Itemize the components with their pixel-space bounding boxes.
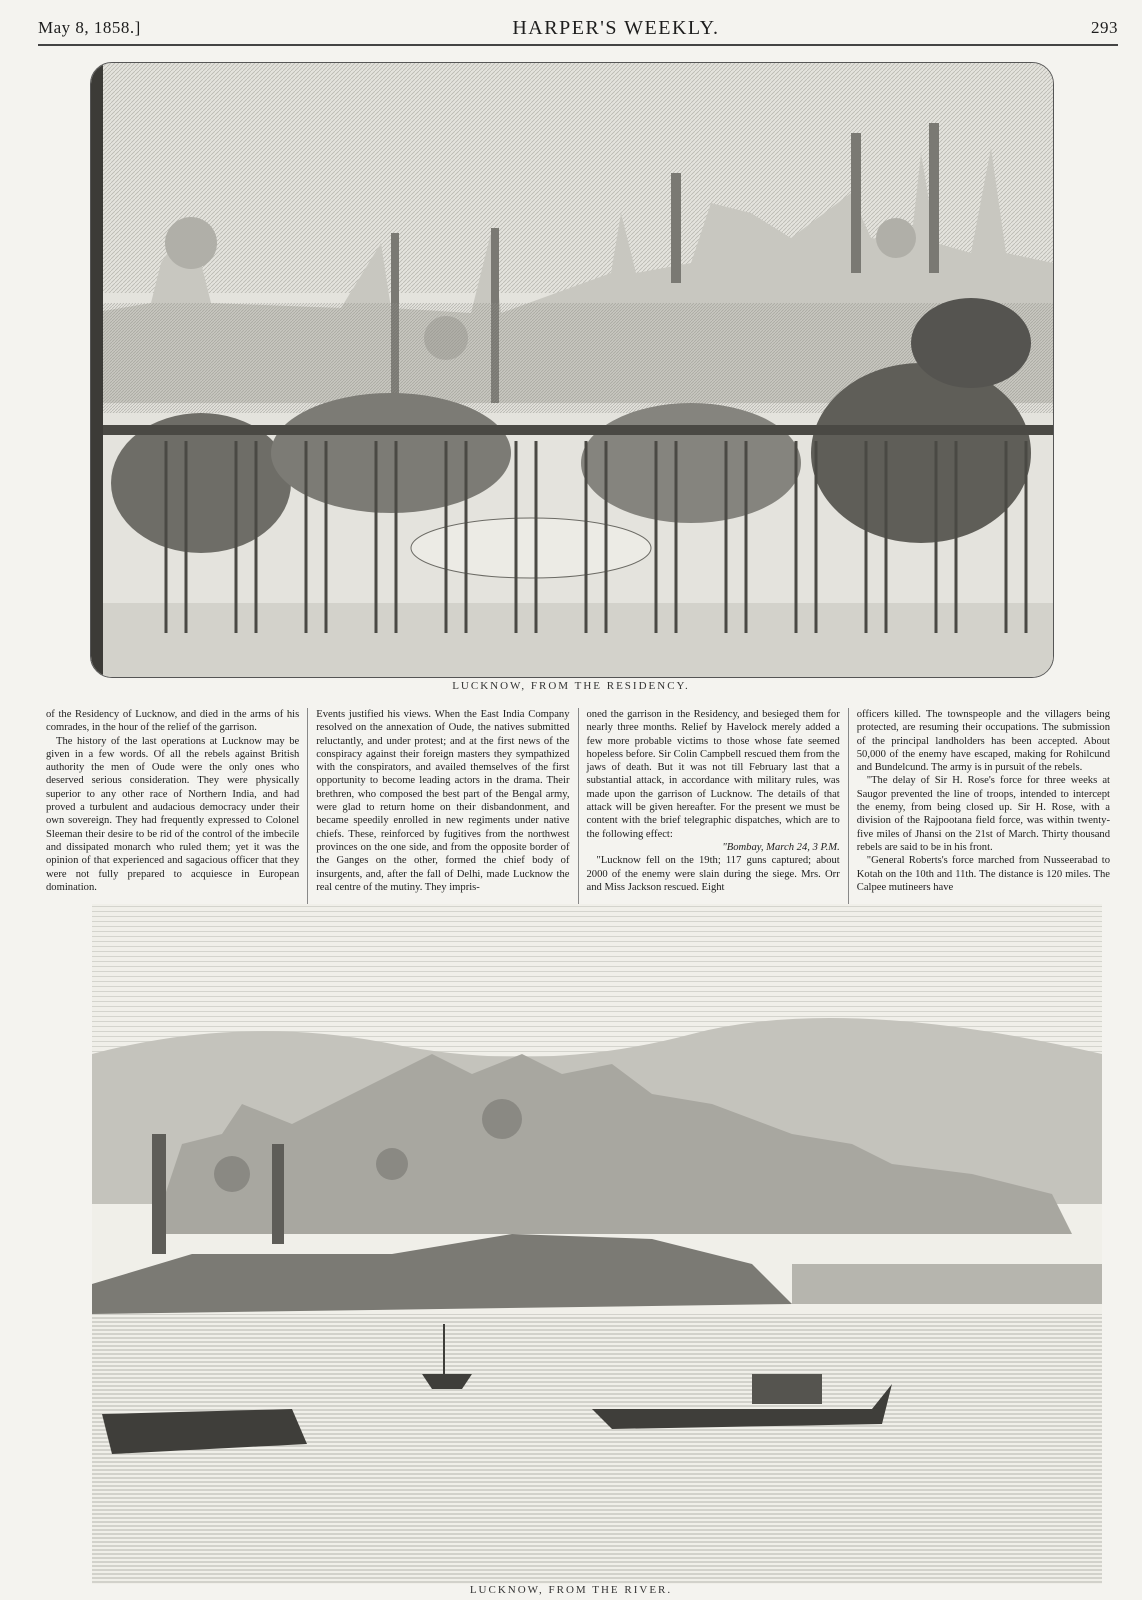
article-column-1: [38, 708, 307, 904]
caption-bottom-illustration: LUCKNOW, FROM THE RIVER.: [469, 1584, 673, 1596]
article-column-2: [307, 708, 577, 904]
article-column-4: [848, 708, 1118, 904]
residency-engraving: [91, 63, 1053, 677]
paragraph: The history of the last operations at Lucknow may be given in a few words. Of all the rebels against British authority the men of Oude were the only ones who deserved serious consideration. They were physically superior to any other race of Northern India, and had proved a turbulent and audacious democracy under their own sovereign. They had frequently expressed to Colonel Sleeman their desire to be rid of the control of the imbecile and dissipated monarch who ruled them; yet it was the opinion of that experienced and sagacious officer that they were not fully prepared to acquiesce in European domination.: [46, 735, 300, 893]
dispatch-dateline: "Bombay, March 24, 3 P.M.: [722, 841, 840, 853]
paragraph: officers killed. The townspeople and the villagers being protected, are resuming their occupations. The submission of the principal landholders has been accepted. About 50,000 of the enemy have escaped, making for Rohilcund and Bundelcund. The army is in pursuit of the rebels.: [856, 709, 1110, 774]
article-columns: [38, 708, 1118, 904]
paragraph: of the Residency of Lucknow, and died in the arms of his comrades, in the hour of the relief of the garrison.: [46, 709, 300, 734]
illustration-lucknow-river: [92, 904, 1102, 1584]
caption-top-illustration: LUCKNOW, FROM THE RESIDENCY.: [452, 680, 690, 692]
illustration-lucknow-residency: [90, 62, 1054, 678]
page-number: 293: [1091, 18, 1118, 37]
river-engraving: [92, 904, 1102, 1584]
paragraph: "The delay of Sir H. Rose's force for three weeks at Saugor prevented the line of troops, intended to intercept the enemy, from being closed up. Sir H. Rose, with a division of the Rajpootana field force, was within twenty-five miles of Jhansi on the 21st of March. Thirty thousand rebels are said to be in his front.: [856, 775, 1110, 853]
article-column-3: [578, 708, 848, 904]
issue-date: May 8, 1858.]: [38, 18, 141, 37]
dispatch-quote: "Lucknow fell on the 19th; 117 guns captured; about 2000 of the enemy were slain during the siege. Mrs. Orr and Miss Jackson rescued. Eight: [586, 855, 840, 893]
masthead-rule: [38, 44, 1118, 46]
paragraph: Events justified his views. When the East India Company resolved on the annexation of Oude, the natives submitted reluctantly, and under protest; and at the first news of the conspiracy against their foreign masters they sympathized with the conspirators, and availed themselves of the first opportunity to become leading actors in the drama. Their brethren, who composed the best part of the Bengal army, were glad to return home on their disbandonment, and became speedily enrolled in new regiments under native chiefs. These, reinforced by fugitives from the northwest provinces on the one side, and from the opposite border of the Ganges on the other, formed the chief body of insurgents, and, after the fall of Delhi, made Lucknow the real centre of the mutiny. They impris-: [316, 709, 570, 893]
masthead: [38, 14, 1118, 42]
publication-title: HARPER'S WEEKLY.: [512, 16, 720, 39]
paragraph: "General Roberts's force marched from Nusseerabad to Kotah on the 10th and 11th. The distance is 120 miles. The Calpee mutineers have: [856, 855, 1110, 893]
paragraph: oned the garrison in the Residency, and besieged them for nearly three months. Relief by Havelock merely added a few more probable victims to those whose fate seemed hopeless before. Sir Colin Campbell rescued them from the jaws of death. But it was not till February last that a substantial attack, in accordance with military rules, was made upon the garrison of Lucknow. The details of that attack will be given hereafter. For the present we must be content with the brief telegraphic dispatches, which are to the following effect:: [586, 709, 840, 840]
